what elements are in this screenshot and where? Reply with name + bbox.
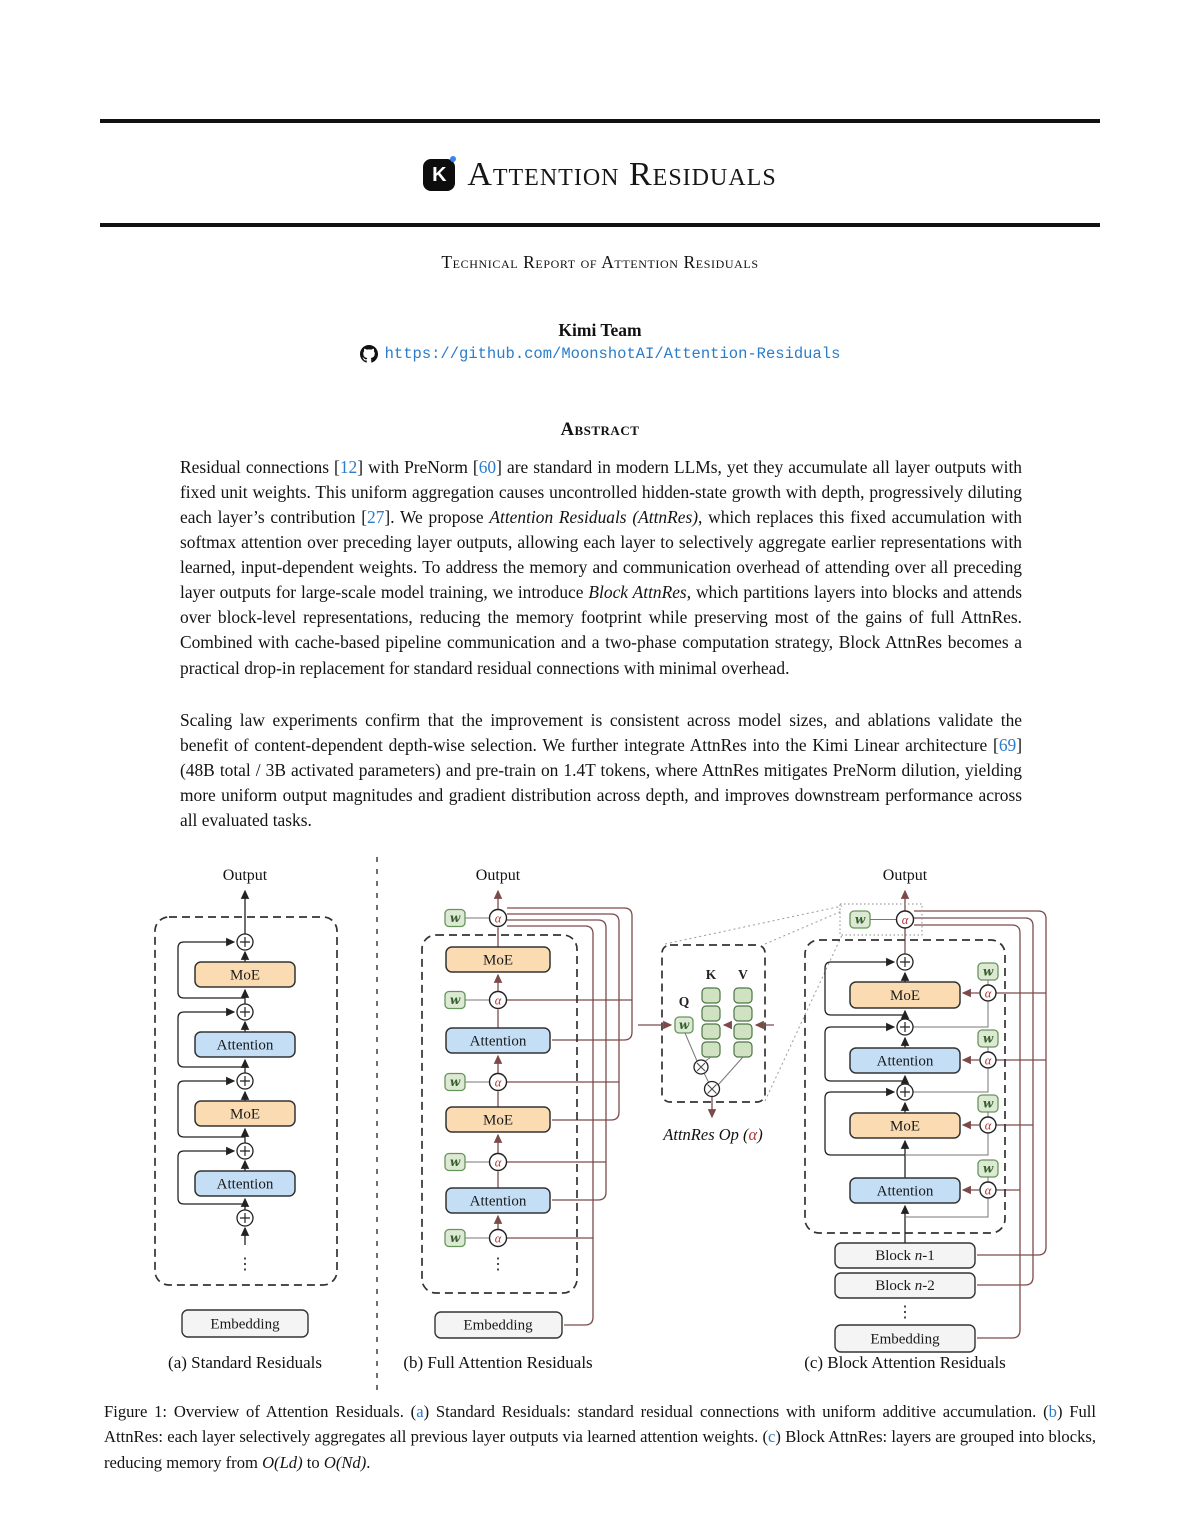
abstract-heading: Abstract — [560, 420, 640, 440]
paper-subtitle: Technical Report of Attention Residuals — [441, 252, 759, 272]
panel-b-output-label: Output — [475, 867, 521, 884]
svg-text:w: w — [449, 1231, 461, 1245]
svg-text:MoE: MoE — [230, 967, 260, 984]
svg-text:α: α — [494, 1075, 502, 1090]
gate-w-alpha — [850, 911, 914, 928]
panel-c-block-attnres — [804, 867, 1046, 1372]
svg-text:w: w — [449, 1075, 461, 1089]
svg-text:MoE: MoE — [230, 1106, 260, 1123]
add-node — [237, 1004, 253, 1020]
panel-a-output-label: Output — [222, 867, 268, 884]
svg-text:α: α — [901, 913, 909, 927]
v-label: V — [738, 967, 748, 982]
svg-text:MoE: MoE — [890, 988, 920, 1004]
add-node — [897, 1019, 913, 1035]
svg-text:Block n-2: Block n-2 — [875, 1278, 935, 1294]
k-label: K — [705, 967, 717, 982]
top-rule — [100, 119, 1100, 123]
svg-text:w: w — [449, 911, 461, 925]
embedding-block — [435, 1312, 562, 1338]
svg-text:α: α — [494, 1155, 502, 1170]
figure-1 — [100, 855, 1100, 1403]
svg-text:w: w — [982, 1096, 994, 1111]
abstract-paragraph-1: Residual connections [12] with PreNorm [60] are standard in modern LLMs, yet they accumulate all layer outputs with fixed unit weights. This uniform aggregation causes uncontrolled hidden-state growth with depth, progressively diluting each layer’s contribution [27]. We propose Attention Residuals (AttnRes), which replaces this fixed accumulation with softmax attention over preceding layer outputs, allowing each layer to selectively aggregate earlier representations with learned, input-dependent weights. To address the memory and communication overhead of attending over all preceding layer outputs for large-scale model training, we introduce Block AttnRes, which partitions layers into blocks and attends over block-level representations, reducing the memory footprint while preserving most of the gains of full AttnRes. Combined with cache-based pipeline communication and a two-phase computation strategy, Block AttnRes becomes a practical drop-in replacement for standard residual connections with minimal overhead. — [180, 457, 1022, 678]
block-n2 — [835, 1273, 975, 1298]
panel-c-output-label: Output — [882, 867, 928, 884]
svg-text:MoE: MoE — [890, 1118, 920, 1135]
svg-text:α: α — [984, 1183, 992, 1198]
svg-text:Attention: Attention — [469, 1193, 527, 1210]
attention-block — [195, 1032, 295, 1057]
figure-1-caption: Figure 1: Overview of Attention Residuals. (a) Standard Residuals: standard residual connections with uniform additive accumulation. (b) Full AttnRes: each layer selectively aggregates all previous layer outputs via learned attention weights. (c) Block AttnRes: layers are grouped into blocks, reducing memory from O(Ld) to O(Nd). — [104, 1402, 1097, 1472]
svg-text:Attention: Attention — [876, 1183, 934, 1200]
block-n1 — [835, 1243, 975, 1268]
matmul-node — [705, 1082, 720, 1097]
gate-w-alpha — [445, 910, 507, 927]
github-icon — [360, 345, 378, 363]
gate-w-alpha — [445, 1074, 507, 1091]
panel-b-full-attnres — [403, 867, 632, 1372]
add-node — [237, 934, 253, 950]
attention-block — [446, 1188, 550, 1213]
svg-text:Embedding: Embedding — [210, 1316, 280, 1333]
moe-block — [195, 962, 295, 987]
svg-text:α: α — [984, 1053, 992, 1068]
abstract-paragraph-2: Scaling law experiments confirm that the improvement is consistent across model sizes, and ablations validate the benefit of content-dependent depth-wise selection. We further integrate AttnRes into the Kimi Linear architecture [69] (48B total / 3B activated parameters) and pre-train on 1.4T tokens, where AttnRes mitigates PreNorm dilution, yielding more uniform output magnitudes and gradient distribution across depth, and improves downstream performance across all evaluated tasks. — [180, 710, 1022, 831]
svg-text:Embedding: Embedding — [870, 1331, 940, 1348]
gate-w-alpha — [445, 992, 507, 1009]
embedding-block — [182, 1310, 308, 1337]
svg-text:Embedding: Embedding — [463, 1317, 533, 1334]
gate-w-alpha — [963, 1160, 998, 1198]
ellipsis: ⋮ — [237, 1256, 253, 1273]
svg-text:Attention: Attention — [216, 1037, 274, 1054]
repo-link[interactable]: https://github.com/MoonshotAI/Attention-Residuals — [384, 345, 841, 363]
panel-c-caption: (c) Block Attention Residuals — [804, 1353, 1006, 1372]
gate-w-alpha — [963, 1030, 998, 1068]
svg-text:w: w — [678, 1018, 690, 1032]
attention-block — [850, 1048, 960, 1073]
svg-text:w: w — [449, 1155, 461, 1169]
bottom-title-rule — [100, 223, 1100, 227]
svg-text:α: α — [984, 1118, 992, 1133]
ellipsis: ⋮ — [897, 1304, 913, 1321]
moe-block — [850, 982, 960, 1008]
value-column — [734, 988, 752, 1057]
svg-text:Attention: Attention — [876, 1053, 934, 1070]
author-team: Kimi Team — [558, 320, 642, 340]
panel-a-standard-residuals — [155, 867, 337, 1372]
svg-text:α: α — [494, 993, 502, 1008]
paper-title: Attention Residuals — [467, 156, 777, 193]
title-bar — [0, 156, 1200, 194]
svg-text:w: w — [982, 1031, 994, 1046]
svg-text:w: w — [854, 912, 866, 927]
gate-w-alpha — [963, 963, 998, 1001]
add-node — [237, 1073, 253, 1089]
add-node — [897, 954, 913, 970]
panel-a-caption: (a) Standard Residuals — [168, 1353, 322, 1372]
moe-block — [850, 1113, 960, 1138]
repo-link-row — [0, 345, 1200, 363]
gate-w-alpha — [963, 1095, 998, 1133]
kimi-logo-letter: K — [432, 163, 447, 186]
svg-text:α: α — [494, 1231, 502, 1246]
kimi-logo-dot — [450, 156, 456, 162]
attention-block — [195, 1171, 295, 1196]
moe-block — [446, 947, 550, 972]
svg-text:α: α — [494, 911, 502, 926]
gate-w-alpha — [445, 1230, 507, 1247]
svg-text:w: w — [449, 993, 461, 1007]
kimi-logo-icon — [423, 159, 455, 191]
svg-text:MoE: MoE — [483, 1112, 513, 1129]
panel-b-caption: (b) Full Attention Residuals — [403, 1353, 593, 1372]
moe-block — [446, 1107, 550, 1132]
gate-w-alpha — [445, 1154, 507, 1171]
add-node — [237, 1143, 253, 1159]
add-node — [897, 1084, 913, 1100]
svg-text:w: w — [982, 964, 994, 979]
svg-text:MoE: MoE — [483, 952, 513, 969]
attention-block — [850, 1178, 960, 1203]
query-w-box — [675, 1017, 693, 1033]
svg-text:Block n-1: Block n-1 — [875, 1248, 935, 1264]
matmul-node — [694, 1060, 708, 1074]
key-column — [702, 988, 720, 1057]
embedding-block — [835, 1325, 975, 1352]
svg-text:Attention: Attention — [216, 1176, 274, 1193]
svg-text:w: w — [982, 1161, 994, 1176]
ellipsis: ⋮ — [490, 1256, 506, 1273]
moe-block — [195, 1101, 295, 1126]
q-label: Q — [678, 994, 690, 1009]
attnres-op-label: AttnRes Op (α) — [663, 1125, 763, 1144]
svg-text:Attention: Attention — [469, 1033, 527, 1050]
add-node — [237, 1210, 253, 1226]
attention-block — [446, 1028, 550, 1053]
svg-text:α: α — [984, 986, 992, 1001]
figure-1-svg — [100, 855, 1100, 1403]
